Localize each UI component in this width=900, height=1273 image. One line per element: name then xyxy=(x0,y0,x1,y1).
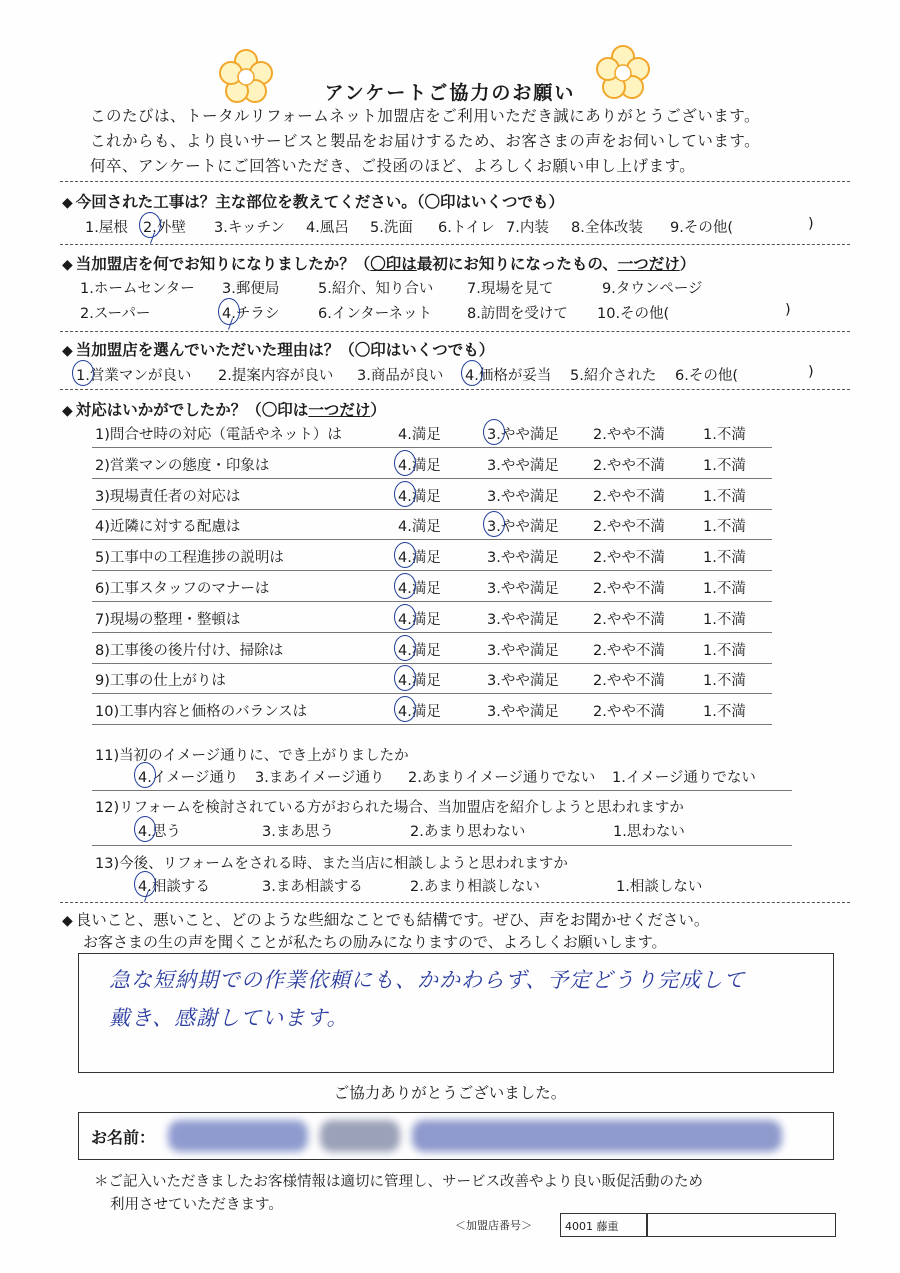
rating-option-3[interactable]: 3.やや満足 xyxy=(487,612,559,628)
q4-title: ◆ 対応はいかがでしたか？（〇印は一つだけ） xyxy=(62,401,386,419)
rating-option-3[interactable]: 3.やや満足 xyxy=(487,489,559,505)
q2-opt-supermarket[interactable]: 2.スーパー xyxy=(80,306,151,322)
name-label: お名前： xyxy=(91,1128,156,1147)
comment-line-2: 戴き、感謝しています。 xyxy=(109,1006,349,1030)
rating-option-3[interactable]: 3.やや満足 xyxy=(487,581,559,597)
rating-option-2[interactable]: 2.やや不満 xyxy=(593,489,665,505)
rating-option-2[interactable]: 2.やや不満 xyxy=(593,612,665,628)
q11-opt-3[interactable]: 3.まあイメージ通り xyxy=(255,770,385,786)
q3-opt-product[interactable]: 3.商品が良い xyxy=(357,368,444,384)
q13-opt-2[interactable]: 2.あまり相談しない xyxy=(410,879,540,895)
row-divider xyxy=(92,570,772,571)
rating-item-label: 1)問合せ時の対応（電話やネット）は xyxy=(95,427,342,443)
row-divider xyxy=(92,539,772,540)
q11-opt-4[interactable]: 4.イメージ通り xyxy=(138,770,239,786)
q2-opt-referral[interactable]: 5.紹介、知り合い xyxy=(318,281,434,297)
rating-option-4[interactable]: 4.満足 xyxy=(398,458,441,474)
answer-circle xyxy=(139,212,161,238)
row-divider xyxy=(92,601,772,602)
store-number-cell xyxy=(560,1213,648,1237)
thanks-text: ご協力ありがとうございました。 xyxy=(333,1084,567,1102)
rating-option-2[interactable]: 2.やや不満 xyxy=(593,427,665,443)
rating-option-3[interactable]: 3.やや満足 xyxy=(487,427,559,443)
intro-line-3: 何卒、アンケートにご回答いただき、ご投函のほど、よろしくお願い申し上げます。 xyxy=(90,157,696,175)
rating-option-3[interactable]: 3.やや満足 xyxy=(487,550,559,566)
q3-opt-referred[interactable]: 5.紹介された xyxy=(570,368,657,384)
q1-opt-interior[interactable]: 7.内装 xyxy=(506,220,549,236)
rating-option-4[interactable]: 4.満足 xyxy=(398,550,441,566)
rating-option-2[interactable]: 2.やや不満 xyxy=(593,519,665,535)
q3-opt-proposal[interactable]: 2.提案内容が良い xyxy=(218,368,334,384)
q12-opt-2[interactable]: 2.あまり思わない xyxy=(410,824,526,840)
q2-opt-other-close: ) xyxy=(785,302,791,318)
q5-title: ◆ 良いこと、悪いこと、どのような些細なことでも結構です。ぜひ、声をお聞かせください。 xyxy=(62,911,710,929)
q3-opt-other[interactable]: 6.その他( xyxy=(675,368,738,384)
q1-opt-full-renovation[interactable]: 8.全体改装 xyxy=(571,220,643,236)
q1-opt-kitchen[interactable]: 3.キッチン xyxy=(214,220,285,236)
separator xyxy=(60,331,850,332)
row-divider xyxy=(92,790,792,791)
rating-option-2[interactable]: 2.やや不満 xyxy=(593,458,665,474)
q13-text: 13)今後、リフォームをされる時、また当店に相談しようと思われますか xyxy=(95,856,568,872)
q13-opt-4[interactable]: 4.相談する xyxy=(138,879,210,895)
intro-line-1: このたびは、トータルリフォームネット加盟店をご利用いただき誠にありがとうございます。 xyxy=(90,107,760,125)
comment-box[interactable] xyxy=(78,953,834,1073)
rating-option-1[interactable]: 1.不満 xyxy=(703,550,746,566)
row-divider xyxy=(92,632,772,633)
rating-option-4[interactable]: 4.満足 xyxy=(398,612,441,628)
answer-circle xyxy=(134,816,156,842)
answer-circle xyxy=(394,665,416,691)
rating-item-label: 10)工事内容と価格のバランスは xyxy=(95,704,308,720)
separator xyxy=(60,244,850,245)
answer-circle xyxy=(394,542,416,568)
q2-opt-internet[interactable]: 6.インターネット xyxy=(318,306,433,322)
rating-option-1[interactable]: 1.不満 xyxy=(703,612,746,628)
rating-item-label: 9)工事の仕上がりは xyxy=(95,673,226,689)
rating-option-3[interactable]: 3.やや満足 xyxy=(487,704,559,720)
footer-line-2: 利用させていただきます。 xyxy=(110,1197,283,1213)
answer-circle xyxy=(72,360,94,386)
q3-opt-other-close: ) xyxy=(808,364,814,380)
answer-circle xyxy=(134,871,156,897)
answer-circle xyxy=(394,450,416,476)
rating-item-label: 7)現場の整理・整頓は xyxy=(95,612,241,628)
rating-option-3[interactable]: 3.やや満足 xyxy=(487,458,559,474)
rating-option-1[interactable]: 1.不満 xyxy=(703,458,746,474)
rating-option-2[interactable]: 2.やや不満 xyxy=(593,643,665,659)
q2-opt-town-page[interactable]: 9.タウンページ xyxy=(602,281,703,297)
rating-item-label: 2)営業マンの態度・印象は xyxy=(95,458,270,474)
store-number-blank[interactable] xyxy=(646,1213,836,1237)
rating-option-4[interactable]: 4.満足 xyxy=(398,519,441,535)
q12-opt-3[interactable]: 3.まあ思う xyxy=(262,824,334,840)
rating-item-label: 8)工事後の後片付け、掃除は xyxy=(95,643,284,659)
q2-opt-site-visit[interactable]: 7.現場を見て xyxy=(467,281,554,297)
row-divider xyxy=(92,845,792,846)
q2-opt-flyer[interactable]: 4.チラシ xyxy=(222,306,280,322)
answer-circle xyxy=(218,298,240,325)
rating-option-2[interactable]: 2.やや不満 xyxy=(593,550,665,566)
rating-option-3[interactable]: 3.やや満足 xyxy=(487,519,559,535)
q12-opt-4[interactable]: 4.思う xyxy=(138,824,181,840)
rating-option-2[interactable]: 2.やや不満 xyxy=(593,581,665,597)
q1-opt-toilet[interactable]: 6.トイレ xyxy=(438,220,495,236)
store-number-value: 4001 藤重 xyxy=(565,1220,619,1233)
answer-circle xyxy=(134,762,156,788)
redacted-name xyxy=(168,1120,308,1152)
q11-text: 11)当初のイメージ通りに、でき上がりましたか xyxy=(95,748,409,764)
q12-opt-1[interactable]: 1.思わない xyxy=(613,824,685,840)
row-divider xyxy=(92,478,772,479)
rating-option-4[interactable]: 4.満足 xyxy=(398,704,441,720)
q13-opt-3[interactable]: 3.まあ相談する xyxy=(262,879,363,895)
q1-opt-other-close: ) xyxy=(808,216,814,232)
separator xyxy=(60,181,850,182)
footer-line-1: ＊ご記入いただきましたお客様情報は適切に管理し、サービス改善やより良い販促活動のため xyxy=(94,1174,703,1190)
row-divider xyxy=(92,663,772,664)
q1-opt-washroom[interactable]: 5.洗面 xyxy=(370,220,413,236)
answer-circle xyxy=(483,419,505,445)
rating-item-label: 5)工事中の工程進捗の説明は xyxy=(95,550,284,566)
diamond-icon: ◆ xyxy=(62,403,73,419)
answer-circle xyxy=(394,573,416,599)
q13-opt-1[interactable]: 1.相談しない xyxy=(616,879,703,895)
q3-title: ◆ 当加盟店を選んでいただいた理由は？（〇印はいくつでも） xyxy=(62,341,495,359)
page-title: アンケートご協力のお願い xyxy=(324,82,576,104)
q1-title: ◆ 今回された工事は？主な部位を教えてください。（〇印はいくつでも） xyxy=(62,193,565,211)
q12-text: 12)リフォームを検討されている方がおられた場合、当加盟店を紹介しようと思われますか xyxy=(95,800,684,816)
q2-opt-post-office[interactable]: 3.郵便局 xyxy=(222,281,280,297)
rating-option-2[interactable]: 2.やや不満 xyxy=(593,704,665,720)
answer-circle xyxy=(461,360,483,386)
q2-opt-door-visit[interactable]: 8.訪問を受けて xyxy=(467,306,568,322)
rating-option-1[interactable]: 1.不満 xyxy=(703,643,746,659)
q3-opt-price[interactable]: 4.価格が妥当 xyxy=(465,368,552,384)
rating-option-4[interactable]: 4.満足 xyxy=(398,489,441,505)
store-number-label: ＜加盟店番号＞ xyxy=(455,1219,532,1232)
q2-title: ◆ 当加盟店を何でお知りになりましたか？（〇印は最初にお知りになったもの、一つだけ） xyxy=(62,255,696,273)
q1-opt-other[interactable]: 9.その他( xyxy=(670,220,733,236)
rating-option-1[interactable]: 1.不満 xyxy=(703,673,746,689)
q2-opt-home-center[interactable]: 1.ホームセンター xyxy=(80,281,195,297)
answer-circle xyxy=(394,635,416,661)
diamond-icon: ◆ xyxy=(62,343,73,359)
redacted-name xyxy=(412,1120,782,1152)
row-divider xyxy=(92,724,772,725)
answer-circle xyxy=(394,696,416,722)
rating-option-4[interactable]: 4.満足 xyxy=(398,643,441,659)
rating-item-label: 3)現場責任者の対応は xyxy=(95,489,241,505)
q11-opt-2[interactable]: 2.あまりイメージ通りでない xyxy=(408,770,596,786)
q1-opt-exterior-wall[interactable]: 2.外壁 xyxy=(143,220,186,236)
q3-opt-sales-rep[interactable]: 1.営業マンが良い xyxy=(76,368,192,384)
q1-opt-roof[interactable]: 1.屋根 xyxy=(85,220,128,236)
rating-item-label: 4)近隣に対する配慮は xyxy=(95,519,241,535)
separator xyxy=(60,902,850,903)
separator xyxy=(60,389,850,390)
row-divider xyxy=(92,693,772,694)
rating-option-4[interactable]: 4.満足 xyxy=(398,581,441,597)
rating-option-1[interactable]: 1.不満 xyxy=(703,489,746,505)
intro-line-2: これからも、より良いサービスと製品をお届けするため、お客さまの声をお伺いしています。 xyxy=(90,132,761,150)
diamond-icon: ◆ xyxy=(62,257,73,273)
answer-circle xyxy=(394,604,416,630)
diamond-icon: ◆ xyxy=(62,913,73,929)
comment-line-1: 急な短納期での作業依頼にも、かかわらず、予定どうり完成して xyxy=(109,968,746,992)
q1-opt-bath[interactable]: 4.風呂 xyxy=(306,220,349,236)
rating-option-1[interactable]: 1.不満 xyxy=(703,704,746,720)
rating-option-2[interactable]: 2.やや不満 xyxy=(593,673,665,689)
rating-item-label: 6)工事スタッフのマナーは xyxy=(95,581,270,597)
rating-option-4[interactable]: 4.満足 xyxy=(398,427,441,443)
rating-option-1[interactable]: 1.不満 xyxy=(703,581,746,597)
rating-option-1[interactable]: 1.不満 xyxy=(703,519,746,535)
q2-opt-other[interactable]: 10.その他( xyxy=(597,306,670,322)
rating-option-4[interactable]: 4.満足 xyxy=(398,673,441,689)
row-divider xyxy=(92,447,772,448)
row-divider xyxy=(92,509,772,510)
rating-option-3[interactable]: 3.やや満足 xyxy=(487,673,559,689)
rating-option-1[interactable]: 1.不満 xyxy=(703,427,746,443)
q11-opt-1[interactable]: 1.イメージ通りでない xyxy=(612,770,756,786)
rating-option-3[interactable]: 3.やや満足 xyxy=(487,643,559,659)
answer-circle xyxy=(483,511,505,537)
diamond-icon: ◆ xyxy=(62,195,73,211)
q5-subtitle: お客さまの生の声を聞くことが私たちの励みになりますので、よろしくお願いします。 xyxy=(83,933,667,951)
answer-circle xyxy=(394,481,416,507)
redacted-name xyxy=(320,1120,400,1152)
